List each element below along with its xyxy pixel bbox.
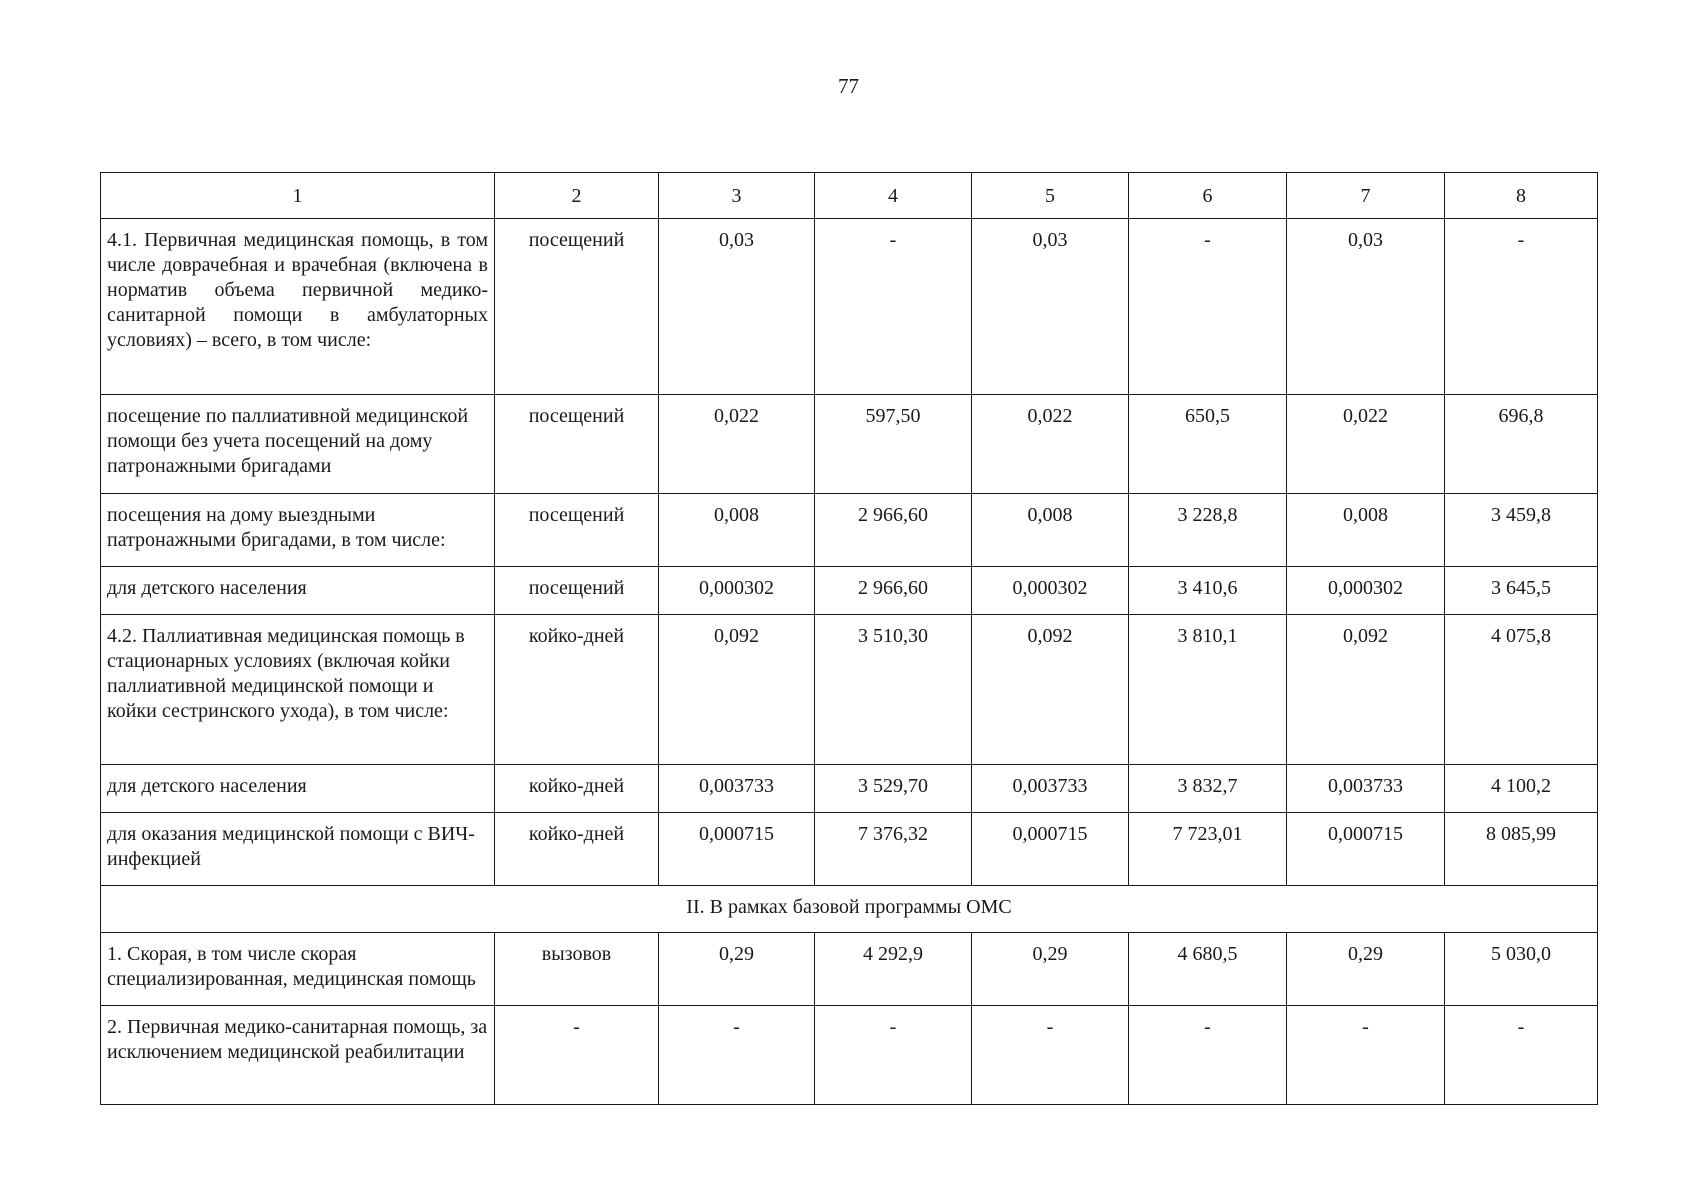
- cell-value: -: [659, 1006, 815, 1105]
- cell-value: 0,000715: [972, 813, 1129, 886]
- row-name: для детского населения: [101, 567, 495, 615]
- cell-value: 0,022: [1287, 395, 1445, 494]
- cell-value: 3 459,8: [1445, 494, 1598, 567]
- cell-value: 0,000302: [659, 567, 815, 615]
- cell-value: -: [1129, 219, 1287, 395]
- cell-value: 5 030,0: [1445, 933, 1598, 1006]
- cell-value: -: [815, 1006, 972, 1105]
- cell-value: 3 529,70: [815, 765, 972, 813]
- cell-value: -: [1445, 219, 1598, 395]
- cell-value: 650,5: [1129, 395, 1287, 494]
- table-row: [101, 1006, 1598, 1105]
- cell-value: 3 410,6: [1129, 567, 1287, 615]
- page-number: 77: [838, 74, 859, 98]
- cell-value: 0,003733: [659, 765, 815, 813]
- cell-value: 0,000302: [1287, 567, 1445, 615]
- cell-value: 0,092: [1287, 615, 1445, 765]
- row-name: для детского населения: [101, 765, 495, 813]
- cell-value: 4 100,2: [1445, 765, 1598, 813]
- cell-value: 0,03: [972, 219, 1129, 395]
- row-name: для оказания медицинской помощи с ВИЧ-инфекцией: [101, 813, 495, 886]
- table-row: [101, 933, 1598, 1006]
- cell-value: 0,092: [659, 615, 815, 765]
- column-header-3: 3: [659, 173, 815, 219]
- cell-value: 0,000715: [659, 813, 815, 886]
- table-row: [101, 219, 1598, 395]
- cell-value: 0,092: [972, 615, 1129, 765]
- cell-value: 2 966,60: [815, 567, 972, 615]
- cell-value: 0,29: [1287, 933, 1445, 1006]
- cell-value: 0,29: [659, 933, 815, 1006]
- cell-value: 3 510,30: [815, 615, 972, 765]
- cell-value: -: [815, 219, 972, 395]
- column-header-4: 4: [815, 173, 972, 219]
- cell-value: 4 680,5: [1129, 933, 1287, 1006]
- row-unit: посещений: [495, 395, 659, 494]
- cell-value: 0,008: [972, 494, 1129, 567]
- row-name: 4.2. Паллиативная медицинская помощь в стационарных условиях (включая койки паллиативной медицинской помощи и койки сестринского ухода), в том числе:: [101, 615, 495, 765]
- cell-value: 3 832,7: [1129, 765, 1287, 813]
- row-unit: койко-дней: [495, 615, 659, 765]
- cell-value: 0,003733: [972, 765, 1129, 813]
- cell-value: -: [1129, 1006, 1287, 1105]
- cell-value: 0,03: [1287, 219, 1445, 395]
- row-unit: -: [495, 1006, 659, 1105]
- cell-value: -: [972, 1006, 1129, 1105]
- cell-value: 3 810,1: [1129, 615, 1287, 765]
- cell-value: 0,008: [1287, 494, 1445, 567]
- cell-value: 7 723,01: [1129, 813, 1287, 886]
- column-header-8: 8: [1445, 173, 1598, 219]
- cell-value: -: [1287, 1006, 1445, 1105]
- cell-value: 0,003733: [1287, 765, 1445, 813]
- column-header-7: 7: [1287, 173, 1445, 219]
- cell-value: 0,000715: [1287, 813, 1445, 886]
- column-header-6: 6: [1129, 173, 1287, 219]
- table-row: [101, 765, 1598, 813]
- table-row: [101, 395, 1598, 494]
- row-name: 2. Первичная медико-санитарная помощь, за исключением медицинской реабилитации: [101, 1006, 495, 1105]
- row-unit: посещений: [495, 219, 659, 395]
- table-header-row: [101, 173, 1598, 219]
- cell-value: 0,29: [972, 933, 1129, 1006]
- column-header-2: 2: [495, 173, 659, 219]
- cell-value: 7 376,32: [815, 813, 972, 886]
- row-name: 1. Скорая, в том числе скорая специализированная, медицинская помощь: [101, 933, 495, 1006]
- cell-value: 4 075,8: [1445, 615, 1598, 765]
- row-unit: вызовов: [495, 933, 659, 1006]
- row-name: посещение по паллиативной медицинской помощи без учета посещений на дому патронажными бригадами: [101, 395, 495, 494]
- cell-value: 4 292,9: [815, 933, 972, 1006]
- row-unit: посещений: [495, 494, 659, 567]
- column-header-5: 5: [972, 173, 1129, 219]
- table-row: [101, 567, 1598, 615]
- row-name: посещения на дому выездными патронажными бригадами, в том числе:: [101, 494, 495, 567]
- cell-value: 597,50: [815, 395, 972, 494]
- cell-value: 2 966,60: [815, 494, 972, 567]
- cell-value: 0,008: [659, 494, 815, 567]
- table-row: [101, 813, 1598, 886]
- cell-value: 0,000302: [972, 567, 1129, 615]
- section-header-row: [101, 886, 1598, 933]
- table-row: [101, 615, 1598, 765]
- cell-value: 0,03: [659, 219, 815, 395]
- cell-value: 3 645,5: [1445, 567, 1598, 615]
- row-unit: посещений: [495, 567, 659, 615]
- data-table: [100, 172, 1598, 1105]
- row-name: 4.1. Первичная медицинская помощь, в том числе доврачебная и врачебная (включена в норматив объема первичной медико-санитарной помощи в амбулаторных условиях) – всего, в том числе:: [101, 219, 495, 395]
- cell-value: 0,022: [659, 395, 815, 494]
- row-unit: койко-дней: [495, 813, 659, 886]
- section-title: II. В рамках базовой программы ОМС: [101, 886, 1598, 933]
- cell-value: 696,8: [1445, 395, 1598, 494]
- cell-value: 0,022: [972, 395, 1129, 494]
- cell-value: -: [1445, 1006, 1598, 1105]
- table-row: [101, 494, 1598, 567]
- cell-value: 3 228,8: [1129, 494, 1287, 567]
- row-unit: койко-дней: [495, 765, 659, 813]
- cell-value: 8 085,99: [1445, 813, 1598, 886]
- column-header-1: 1: [101, 173, 495, 219]
